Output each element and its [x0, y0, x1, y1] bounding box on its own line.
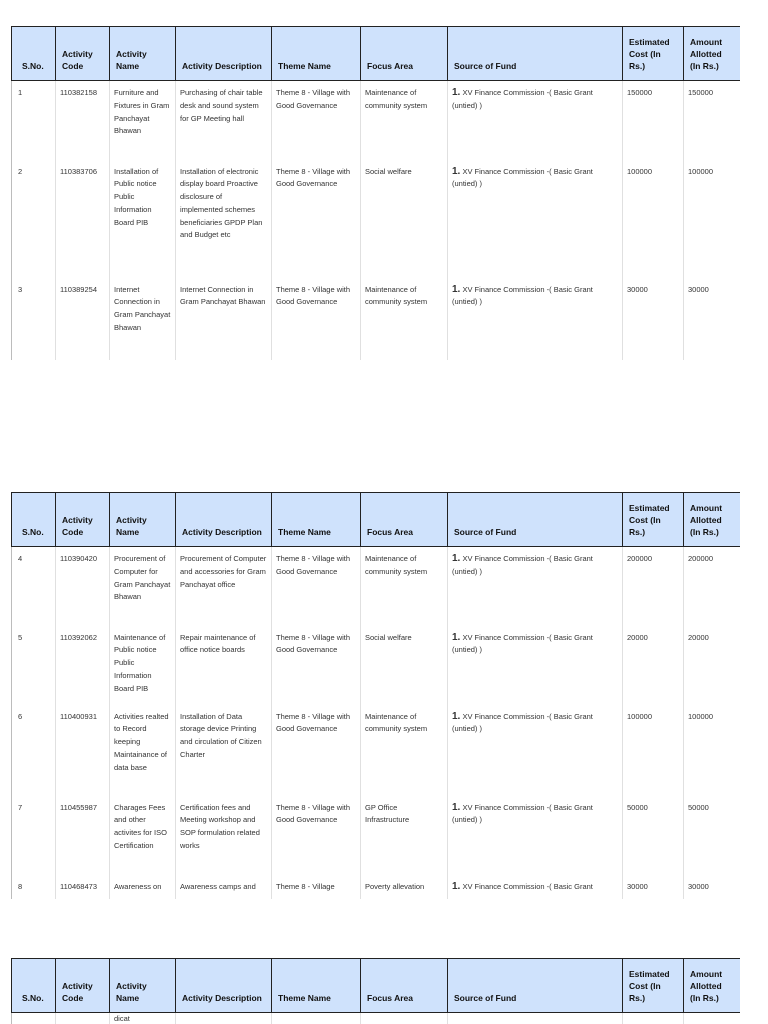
cell-theme-name: Theme 8 - Village with Good Governance: [272, 278, 361, 361]
source-number: 1.: [452, 801, 461, 813]
cell-theme-name: Theme 8 - Village with Good Governance: [272, 705, 361, 796]
header-activity-code: Activity Code: [56, 493, 110, 547]
cell-activity-name: dicat: [110, 1013, 176, 1024]
cell-source-of-fund: [448, 160, 623, 278]
cell-estimated-cost: [623, 1013, 684, 1024]
cell-source-of-fund: [448, 796, 623, 875]
cell-source-of-fund: [448, 875, 623, 900]
header-estimated-cost: Estimated Cost (In Rs.): [623, 493, 684, 547]
source-text: XV Finance Commission -( Basic Grant: [462, 881, 593, 891]
header-activity-description: Activity Description: [176, 493, 272, 547]
activities-table: [11, 492, 740, 899]
source-text: XV Finance Commission -( Basic Grant (untied) ): [452, 554, 593, 576]
cell-activity-code: 110383706: [56, 160, 110, 278]
cell-focus-area: Maintenance of community system: [361, 278, 448, 361]
source-text: XV Finance Commission -( Basic Grant (untied) ): [452, 802, 593, 825]
page-2-table-section: [11, 492, 740, 899]
cell-sno: [12, 1013, 56, 1024]
cell-activity-code: 110382158: [56, 81, 110, 160]
cell-activity-name: Awareness on: [110, 875, 176, 900]
cell-source-of-fund: [448, 1013, 623, 1024]
cell-sno: 5: [12, 626, 56, 705]
cell-estimated-cost: 30000: [623, 278, 684, 361]
source-text: XV Finance Commission -( Basic Grant (untied) ): [452, 284, 593, 307]
cell-activity-description: [176, 1013, 272, 1024]
cell-activity-description: Awareness camps and: [176, 875, 272, 900]
cell-activity-name: Procurement of Computer for Gram Panchayat Bhawan: [110, 547, 176, 626]
cell-activity-name: Activities realted to Record keeping Maintainance of data base: [110, 705, 176, 796]
header-theme-name: Theme Name: [272, 493, 361, 547]
header-estimated-cost: Estimated Cost (In Rs.): [623, 27, 684, 81]
cell-focus-area: Social welfare: [361, 160, 448, 278]
activities-table: [11, 958, 740, 1024]
header-activity-name: Activity Name: [110, 959, 176, 1013]
source-number: 1.: [452, 87, 461, 98]
cell-theme-name: Theme 8 - Village with Good Governance: [272, 81, 361, 160]
table-header-row: [12, 27, 741, 81]
header-theme-name: Theme Name: [272, 27, 361, 81]
table-row: [12, 81, 741, 160]
activities-table: [11, 26, 740, 360]
cell-estimated-cost: 50000: [623, 796, 684, 875]
cell-focus-area: Maintenance of community system: [361, 547, 448, 626]
source-number: 1.: [452, 553, 461, 564]
source-number: 1.: [452, 165, 461, 177]
cell-amount-allotted: 100000: [684, 160, 741, 278]
cell-theme-name: Theme 8 - Village with Good Governance: [272, 626, 361, 705]
cell-activity-description: Procurement of Computer and accessories for Gram Panchayat office: [176, 547, 272, 626]
source-number: 1.: [452, 710, 461, 722]
cell-source-of-fund: [448, 81, 623, 160]
cell-amount-allotted: 150000: [684, 81, 741, 160]
cell-activity-name: Installation of Public notice Public Information Board PIB: [110, 160, 176, 278]
header-amount-allotted: Amount Allotted (In Rs.): [684, 27, 741, 81]
header-focus-area: Focus Area: [361, 493, 448, 547]
table-row: [12, 626, 741, 705]
cell-activity-description: Repair maintenance of office notice boards: [176, 626, 272, 705]
table-row: [12, 705, 741, 796]
table-row: [12, 547, 741, 626]
cell-activity-code: 110390420: [56, 547, 110, 626]
cell-focus-area: Maintenance of community system: [361, 705, 448, 796]
cell-activity-code: 110400931: [56, 705, 110, 796]
source-number: 1.: [452, 631, 461, 643]
cell-activity-name: Maintenance of Public notice Public Information Board PIB: [110, 626, 176, 705]
cell-theme-name: Theme 8 - Village with Good Governance: [272, 547, 361, 626]
cell-estimated-cost: 200000: [623, 547, 684, 626]
header-activity-name: Activity Name: [110, 493, 176, 547]
cell-activity-code: [56, 1013, 110, 1024]
cell-activity-description: Internet Connection in Gram Panchayat Bhawan: [176, 278, 272, 361]
cell-theme-name: Theme 8 - Village: [272, 875, 361, 900]
cell-focus-area: GP Office Infrastructure: [361, 796, 448, 875]
header-estimated-cost: Estimated Cost (In Rs.): [623, 959, 684, 1013]
cell-estimated-cost: 100000: [623, 705, 684, 796]
cell-sno: 4: [12, 547, 56, 626]
header-activity-code: Activity Code: [56, 27, 110, 81]
source-text: XV Finance Commission -( Basic Grant (untied) ): [452, 166, 593, 189]
source-text: XV Finance Commission -( Basic Grant (untied) ): [452, 632, 593, 655]
cell-activity-description: Purchasing of chair table desk and sound system for GP Meeting hall: [176, 81, 272, 160]
cell-activity-code: 110468473: [56, 875, 110, 900]
header-amount-allotted: Amount Allotted (In Rs.): [684, 493, 741, 547]
cell-theme-name: Theme 8 - Village with Good Governance: [272, 160, 361, 278]
cell-amount-allotted: 200000: [684, 547, 741, 626]
page-1-table-section: [11, 26, 740, 360]
header-focus-area: Focus Area: [361, 959, 448, 1013]
cell-activity-name: Charages Fees and other activites for ISO Certification: [110, 796, 176, 875]
cell-amount-allotted: 100000: [684, 705, 741, 796]
header-source-of-fund: Source of Fund: [448, 27, 623, 81]
table-row: [12, 278, 741, 361]
table-header-row: [12, 959, 741, 1013]
cell-activity-description: Installation of Data storage device Printing and circulation of Citizen Charter: [176, 705, 272, 796]
header-activity-name: Activity Name: [110, 27, 176, 81]
cell-estimated-cost: 100000: [623, 160, 684, 278]
header-sno: S.No.: [12, 959, 56, 1013]
cell-activity-name: Internet Connection in Gram Panchayat Bhawan: [110, 278, 176, 361]
cell-sno: 6: [12, 705, 56, 796]
cell-focus-area: Poverty allevation: [361, 875, 448, 900]
cell-activity-description: Installation of electronic display board Proactive disclosure of implemented schemes beneficiaries GPDP Plan and Budget etc: [176, 160, 272, 278]
header-sno: S.No.: [12, 27, 56, 81]
cell-estimated-cost: 20000: [623, 626, 684, 705]
header-activity-description: Activity Description: [176, 959, 272, 1013]
cell-sno: 1: [12, 81, 56, 160]
cell-source-of-fund: [448, 547, 623, 626]
cell-focus-area: Social welfare: [361, 626, 448, 705]
page-3-table-section: [11, 958, 740, 1024]
cell-activity-name: Furniture and Fixtures in Gram Panchayat Bhawan: [110, 81, 176, 160]
cell-sno: 8: [12, 875, 56, 900]
header-source-of-fund: Source of Fund: [448, 493, 623, 547]
header-activity-code: Activity Code: [56, 959, 110, 1013]
cell-activity-code: 110455987: [56, 796, 110, 875]
cell-theme-name: [272, 1013, 361, 1024]
cell-estimated-cost: 30000: [623, 875, 684, 900]
cell-activity-description: Certification fees and Meeting workshop and SOP formulation related works: [176, 796, 272, 875]
source-text: XV Finance Commission -( Basic Grant (untied) ): [452, 711, 593, 734]
cell-source-of-fund: [448, 278, 623, 361]
table-row: [12, 1013, 741, 1024]
header-amount-allotted: Amount Allotted (In Rs.): [684, 959, 741, 1013]
source-number: 1.: [452, 880, 461, 892]
table-row: [12, 875, 741, 900]
cell-activity-code: 110392062: [56, 626, 110, 705]
cell-estimated-cost: 150000: [623, 81, 684, 160]
header-source-of-fund: Source of Fund: [448, 959, 623, 1013]
table-header-row: [12, 493, 741, 547]
cell-focus-area: Maintenance of community system: [361, 81, 448, 160]
cell-source-of-fund: [448, 626, 623, 705]
cell-activity-code: 110389254: [56, 278, 110, 361]
source-text: XV Finance Commission -( Basic Grant (untied) ): [452, 88, 593, 110]
header-activity-description: Activity Description: [176, 27, 272, 81]
cell-sno: 7: [12, 796, 56, 875]
cell-theme-name: Theme 8 - Village with Good Governance: [272, 796, 361, 875]
cell-amount-allotted: 20000: [684, 626, 741, 705]
header-sno: S.No.: [12, 493, 56, 547]
cell-amount-allotted: 30000: [684, 875, 741, 900]
cell-sno: 2: [12, 160, 56, 278]
table-row: [12, 796, 741, 875]
cell-amount-allotted: 50000: [684, 796, 741, 875]
cell-focus-area: [361, 1013, 448, 1024]
header-focus-area: Focus Area: [361, 27, 448, 81]
cell-amount-allotted: 30000: [684, 278, 741, 361]
cell-sno: 3: [12, 278, 56, 361]
cell-source-of-fund: [448, 705, 623, 796]
source-number: 1.: [452, 283, 461, 295]
cell-amount-allotted: [684, 1013, 741, 1024]
table-row: [12, 160, 741, 278]
header-theme-name: Theme Name: [272, 959, 361, 1013]
